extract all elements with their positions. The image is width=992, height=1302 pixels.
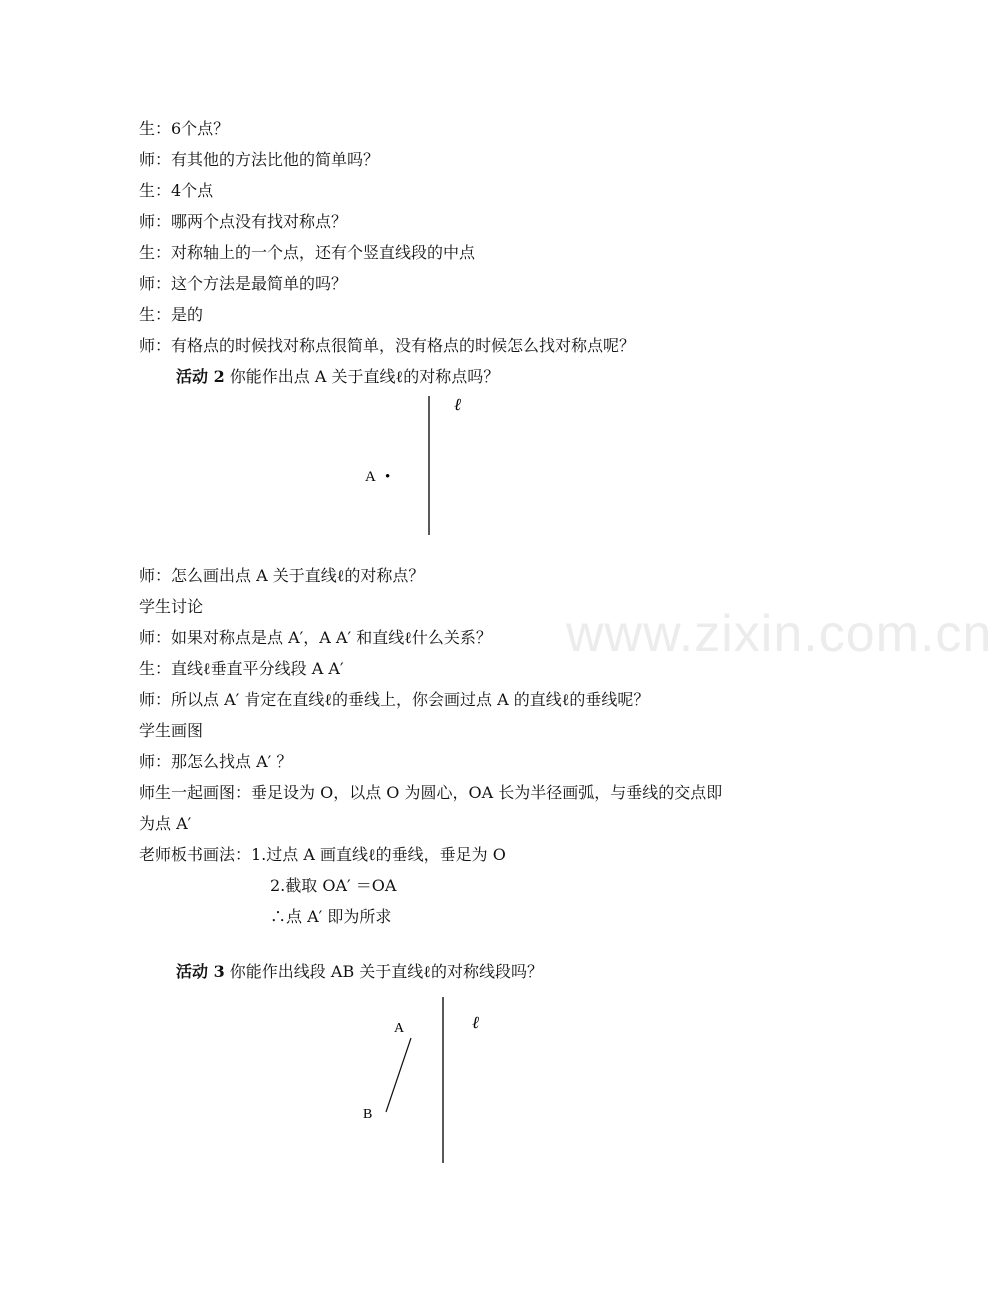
- dialogue-line-2: 师：有其他的方法比他的简单吗？: [139, 150, 380, 169]
- activity-3-heading: [176, 962, 543, 982]
- dialogue-line-6: 师：这个方法是最简单的吗？: [139, 274, 348, 293]
- point-a-label: A: [394, 1021, 405, 1036]
- figure-segment-reflection: [350, 990, 520, 1170]
- dialogue-line-9: 师：怎么画出点 A 关于直线ℓ的对称点？: [139, 566, 425, 585]
- dialogue-line-10: 学生讨论: [139, 597, 204, 616]
- dialogue-line-7: 生：是的: [139, 305, 204, 324]
- point-a-dot: •: [385, 469, 391, 485]
- activity-3-text: 你能作出线段 AB 关于直线ℓ的对称线段吗？: [224, 962, 543, 981]
- dialogue-line-4: 师：哪两个点没有找对称点？: [139, 212, 348, 231]
- point-b-label: B: [363, 1107, 373, 1122]
- dialogue-line-8: 师：有格点的时候找对称点很简单，没有格点的时候怎么找对称点呢？: [139, 336, 636, 355]
- watermark: www.zixin.com.cn: [566, 605, 992, 663]
- dialogue-line-16: 师生一起画图：垂足设为 O，以点 O 为圆心，OA 长为半径画弧，与垂线的交点即: [139, 783, 723, 802]
- activity-3-label: 活动 3: [176, 962, 225, 981]
- point-a-label: A: [365, 469, 376, 485]
- board-conclusion: ∴点 A′ 即为所求: [270, 907, 392, 926]
- dialogue-line-3: 生：4个点: [139, 181, 214, 200]
- dialogue-line-15: 师：那怎么找点 A′ ？: [139, 752, 293, 771]
- dialogue-line-11: 师：如果对称点是点 A′，A A′ 和直线ℓ什么关系？: [139, 628, 492, 647]
- segment-ab: [386, 1038, 411, 1112]
- activity-2-label: 活动 2: [176, 367, 225, 386]
- activity-2-heading: [176, 367, 499, 387]
- dialogue-line-12: 生：直线ℓ垂直平分线段 A A′: [139, 659, 344, 678]
- dialogue-line-14: 学生画图: [139, 721, 204, 740]
- line-l-label: ℓ: [472, 1013, 480, 1032]
- dialogue-line-5: 生：对称轴上的一个点，还有个竖直线段的中点: [139, 243, 476, 262]
- activity-2-text: 你能作出点 A 关于直线ℓ的对称点吗？: [224, 367, 500, 386]
- dialogue-line-13: 师：所以点 A′ 肯定在直线ℓ的垂线上，你会画过点 A 的直线ℓ的垂线呢？: [139, 690, 650, 709]
- dialogue-line-1: 生：6个点？: [139, 119, 230, 138]
- line-l-label: ℓ: [454, 395, 462, 414]
- figure-point-reflection: [350, 390, 490, 540]
- dialogue-line-17: 为点 A′: [139, 814, 192, 833]
- board-step-2: 2.截取 OA′ ＝OA: [270, 876, 397, 895]
- board-intro: 老师板书画法：1.过点 A 画直线ℓ的垂线，垂足为 O: [139, 845, 506, 864]
